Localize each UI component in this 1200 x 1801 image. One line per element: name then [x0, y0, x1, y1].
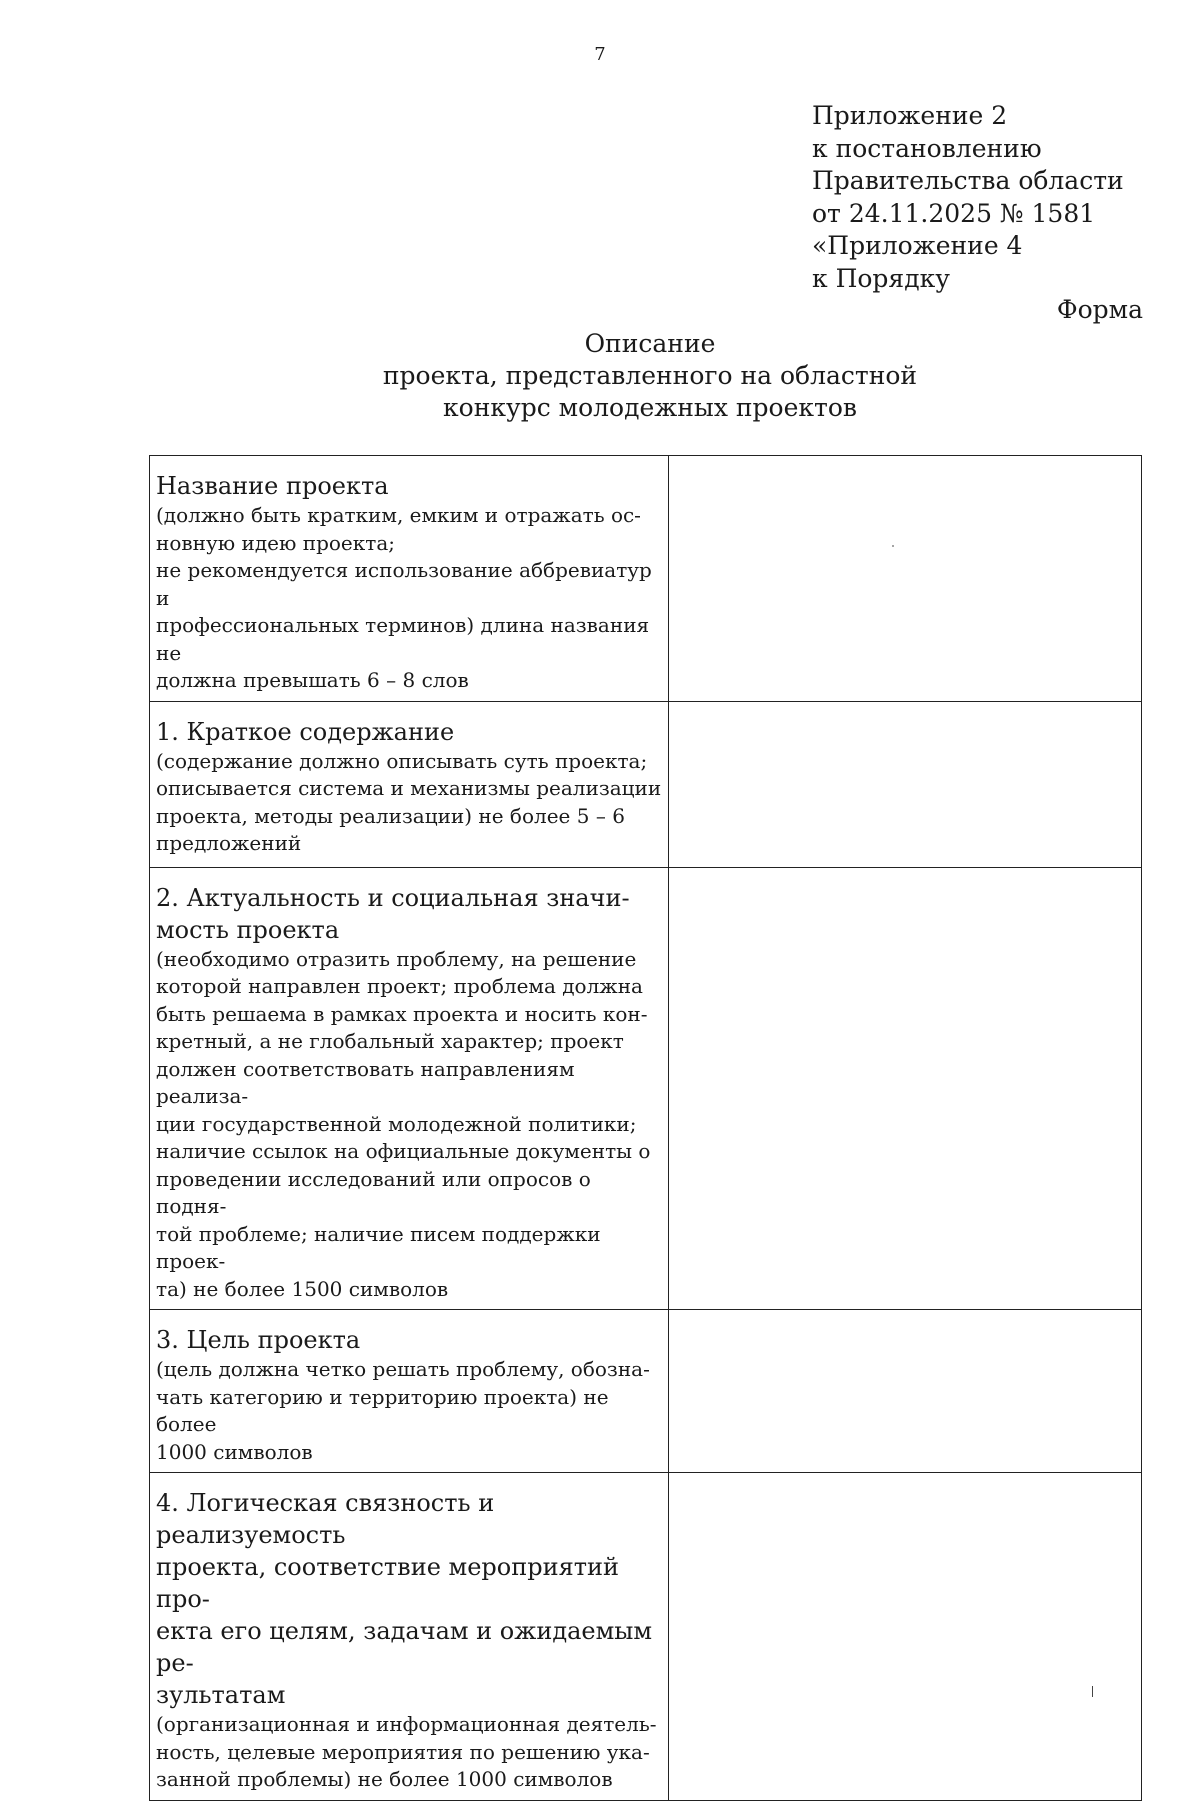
section-note: предложений	[156, 831, 302, 855]
row-label-cell	[150, 1310, 669, 1473]
section-note: должен соответствовать направлениям реализа-	[156, 1056, 575, 1108]
row-value-cell[interactable]	[669, 1310, 1142, 1473]
section-note: ность, целевые мероприятия по решению ука-	[156, 1739, 650, 1764]
appendix-line: к Порядку	[812, 263, 950, 293]
section-note: той проблеме; наличие писем поддержки проек-	[156, 1221, 601, 1273]
row-value-cell[interactable]	[669, 867, 1142, 1310]
row-label-cell	[150, 867, 669, 1310]
section-note: которой направлен проект; проблема должна	[156, 974, 643, 998]
section-heading: Название проекта	[156, 472, 389, 500]
project-description-table	[149, 455, 1142, 1801]
appendix-line: «Приложение 4	[812, 231, 1023, 260]
section-note: быть решаема в рамках проекта и носить кон-	[156, 1001, 648, 1026]
title-line: Описание	[584, 329, 716, 358]
row-value-cell[interactable]	[669, 701, 1142, 867]
section-heading: 4. Логическая связность и реализуемость	[156, 1489, 495, 1549]
table-row	[150, 701, 1142, 867]
section-heading: мость проекта	[156, 915, 340, 944]
section-heading: 2. Актуальность и социальная значи-	[156, 883, 630, 912]
table-row	[150, 456, 1142, 702]
section-heading: 3. Цель проекта	[156, 1326, 361, 1354]
section-note: кретный, а не глобальный характер; проект	[156, 1029, 624, 1053]
appendix-reference	[812, 100, 1124, 295]
appendix-line: Правительства области	[812, 166, 1124, 195]
section-heading: проекта, соответствие мероприятий про-	[156, 1553, 619, 1613]
section-note: должна превышать 6 – 8 слов	[156, 668, 469, 692]
section-note: 1000 символов	[156, 1439, 313, 1464]
table-row	[150, 1473, 1142, 1801]
section-note: (должно быть кратким, емким и отражать ос-	[156, 503, 641, 527]
section-note: занной проблемы) не более 1000 символов	[156, 1767, 613, 1791]
scan-artifact-dot	[892, 545, 894, 547]
document-title	[0, 328, 1200, 424]
section-note: наличие ссылок на официальные документы о	[156, 1139, 651, 1163]
section-note: (содержание должно описывать суть проекта;	[156, 748, 648, 773]
section-note: (организационная и информационная деятель-	[156, 1712, 657, 1736]
row-label-cell	[150, 456, 669, 702]
page-number: 7	[594, 44, 606, 65]
section-note: не рекомендуется использование аббревиатур и	[156, 558, 652, 610]
row-value-cell[interactable]	[669, 456, 1142, 702]
appendix-line: Приложение 2	[812, 101, 1008, 130]
appendix-line: от 24.11.2025 № 1581	[812, 198, 1096, 228]
section-note: проведении исследований или опросов о подня-	[156, 1166, 591, 1218]
section-note: (цель должна четко решать проблему, обозна-	[156, 1357, 650, 1381]
table-row	[150, 867, 1142, 1310]
section-note: (необходимо отразить проблему, на решение	[156, 946, 637, 971]
form-label: Форма	[1056, 295, 1143, 324]
section-note: проекта, методы реализации) не более 5 – 6	[156, 803, 625, 828]
section-note: новную идею проекта;	[156, 530, 395, 555]
section-note: чать категорию и территорию проекта) не более	[156, 1384, 609, 1436]
section-heading: екта его целям, задачам и ожидаемым ре-	[156, 1617, 653, 1677]
section-note: описывается система и механизмы реализации	[156, 776, 662, 800]
section-heading: зультатам	[156, 1681, 286, 1709]
appendix-line: к постановлению	[812, 133, 1042, 163]
table-row	[150, 1310, 1142, 1473]
section-heading: 1. Краткое содержание	[156, 717, 455, 746]
section-note: ции государственной молодежной политики;	[156, 1111, 637, 1136]
section-note: та) не более 1500 символов	[156, 1276, 449, 1301]
title-line: проекта, представленного на областной	[382, 361, 918, 390]
title-line: конкурс молодежных проектов	[443, 393, 857, 422]
section-note: профессиональных терминов) длина названия не	[156, 613, 650, 665]
row-label-cell	[150, 1473, 669, 1801]
row-label-cell	[150, 701, 669, 867]
row-value-cell[interactable]	[669, 1473, 1142, 1801]
scan-edge-mark	[1092, 1686, 1093, 1697]
